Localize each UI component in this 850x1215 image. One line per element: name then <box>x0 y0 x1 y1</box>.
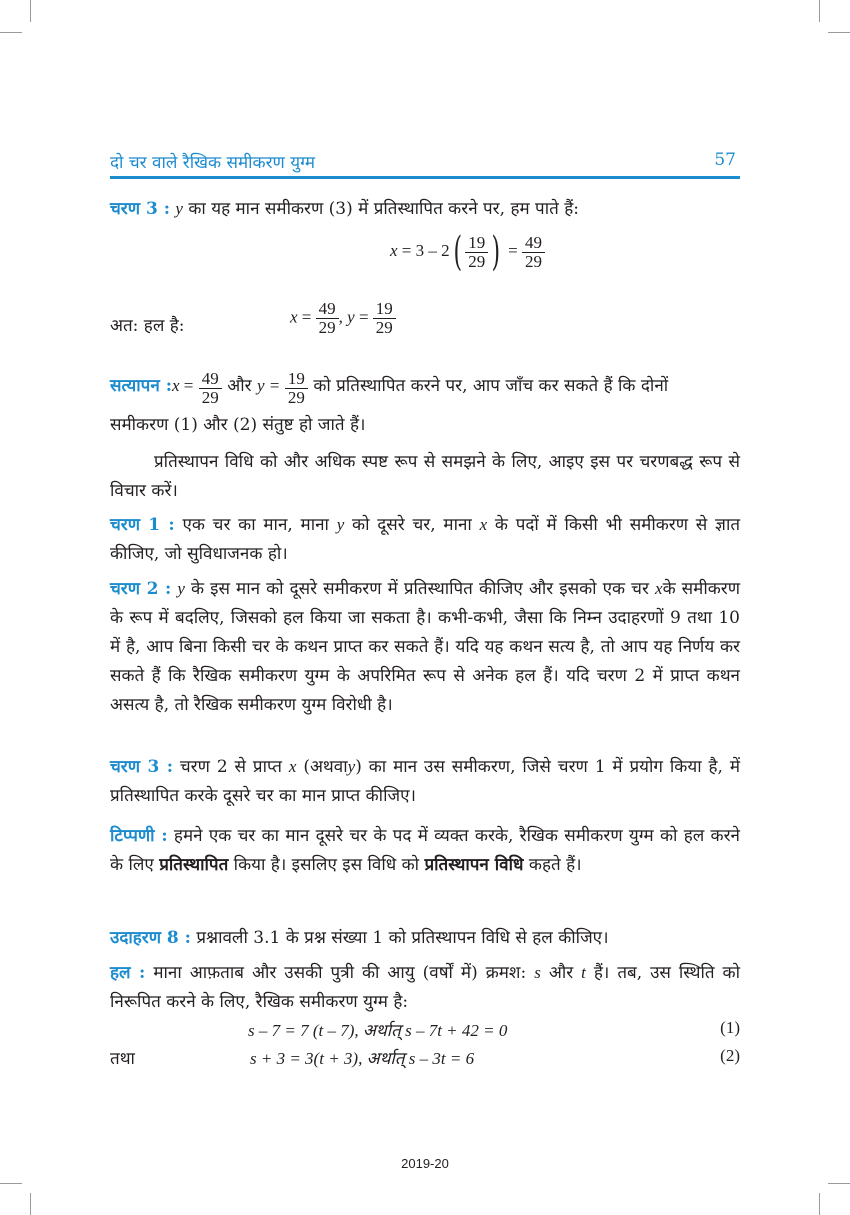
step-label: चरण 3 : <box>110 757 173 777</box>
denominator: 29 <box>287 387 305 407</box>
verify-line2: समीकरण (1) और (2) संतुष्ट हो जाते हैं। <box>110 415 366 435</box>
equation-x-value <box>390 229 545 275</box>
hal-paragraph <box>110 958 740 1017</box>
math-text: = <box>183 375 194 395</box>
example-paragraph <box>110 924 740 953</box>
fraction <box>199 370 222 407</box>
math-text: = <box>508 240 518 260</box>
equation-number: (1) <box>720 1018 740 1037</box>
math-var: x <box>290 307 298 327</box>
step-label: चरण 2 : <box>110 579 172 599</box>
math-text: , <box>338 307 348 327</box>
solution-label: अत: हल है: <box>110 316 185 336</box>
equation-2-prefix: तथा <box>110 1049 135 1069</box>
step-label: चरण 3 : <box>110 199 170 219</box>
body-text: किया है। इसलिए इस विधि को <box>233 855 420 875</box>
step-label: चरण 1 : <box>110 515 175 535</box>
footer-year: 2019-20 <box>401 1156 449 1171</box>
numerator: 19 <box>285 370 308 389</box>
step2-paragraph <box>110 574 740 720</box>
body-text: का यह मान समीकरण (3) में प्रतिस्थापित करने पर, हम पाते हैं: <box>188 199 579 219</box>
left-paren: ( <box>453 229 462 275</box>
crop-mark <box>30 1193 31 1215</box>
equation-number: (2) <box>720 1046 740 1065</box>
math-var: t <box>581 963 586 982</box>
denominator: 29 <box>524 251 542 271</box>
body-text: कहते हैं। <box>528 855 582 875</box>
body-text: (अथवा <box>303 757 348 777</box>
body-text: और <box>227 375 252 396</box>
note-label: टिप्पणी : <box>110 826 168 846</box>
numerator: 49 <box>316 300 339 319</box>
math-var: x <box>288 757 297 776</box>
math-var: x <box>390 240 398 260</box>
math-var: y <box>175 199 183 218</box>
equation-1 <box>248 1018 507 1041</box>
body-text: चरण 2 से प्राप्त <box>179 757 282 777</box>
crop-mark <box>0 1183 22 1184</box>
body-text: हमने एक चर का मान दूसरे चर के पद में व्यक्त करके, रैखिक समीकरण युग्म को हल करने के लिए <box>110 826 740 875</box>
chapter-title: दो चर वाले रैखिक समीकरण युग्म <box>110 153 316 173</box>
math-var: x <box>171 375 180 395</box>
denominator: 29 <box>468 251 486 271</box>
fraction <box>316 300 339 337</box>
bold-term: प्रतिस्थापित <box>159 855 229 875</box>
equation-text: s + 3 = 3(t + 3), अर्थात् s – 3t = 6 <box>250 1049 475 1068</box>
crop-mark <box>819 0 820 22</box>
math-text: = <box>269 375 280 395</box>
body-text: एक चर का मान, माना <box>182 515 329 535</box>
numerator: 49 <box>199 370 222 389</box>
fraction <box>373 300 396 337</box>
verify-label: सत्यापन : <box>110 375 172 396</box>
fraction <box>465 234 488 271</box>
denominator: 29 <box>201 387 219 407</box>
numerator: 19 <box>373 300 396 319</box>
math-var: y <box>177 579 185 598</box>
bold-term: प्रतिस्थापन विधि <box>424 855 524 875</box>
step3-paragraph <box>110 194 740 224</box>
math-var: x <box>655 579 663 598</box>
body-text: के पदों में किसी भी समीकरण से ज्ञात कीजिए, जो सुविधाजनक हो। <box>110 515 741 564</box>
page-number: 57 <box>714 150 736 170</box>
crop-mark <box>828 1183 850 1184</box>
math-var: s <box>534 963 541 982</box>
body-text: प्रश्नावली 3.1 के प्रश्न संख्या 1 को प्रतिस्थापन विधि से हल कीजिए। <box>196 928 609 948</box>
crop-mark <box>828 32 850 33</box>
running-header <box>110 150 740 178</box>
math-var: y <box>347 757 356 776</box>
fraction <box>285 370 308 407</box>
body-text: और <box>548 963 574 983</box>
equation-text: s – 7 = 7 (t – 7), अर्थात् s – 7t + 42 = 0 <box>248 1021 508 1040</box>
example-label: उदाहरण 8 : <box>110 928 191 948</box>
body-text: माना आफ़ताब और उसकी पुत्री की आयु (वर्षों में) क्रमश: <box>153 963 527 983</box>
right-paren: ) <box>491 229 501 275</box>
intro-paragraph: प्रतिस्थापन विधि को और अधिक स्पष्ट रूप से समझने के लिए, आइए इस पर चरणबद्ध रूप से विचार करें। <box>110 452 740 501</box>
numerator: 19 <box>465 234 488 253</box>
body-text: के समीकरण के रूप में बदलिए, जिसको हल किया जा सकता है। कभी-कभी, जैसा कि निम्न उदाहरणों 9 तथा 10 में है, आप बिना किसी चर के कथन प्राप्त कर सकते हैं। यदि यह कथन सत्य है, तो आप यह निर्णय कर सकते हैं कि रैखिक समीकरण युग्म के अपरिमित रूप से अनेक हल हैं। यदि चरण 2 में प्राप्त कथन असत्य है, तो रैखिक समीकरण युग्म विरोधी है। <box>110 579 741 715</box>
crop-mark <box>0 32 22 33</box>
math-var: y <box>347 307 355 327</box>
header-rule <box>110 176 740 179</box>
body-text: को दूसरे चर, माना <box>352 515 472 535</box>
numerator: 49 <box>522 234 545 253</box>
verify-line1 <box>110 370 668 407</box>
math-text: = 3 – 2 <box>401 240 450 260</box>
equation-2 <box>250 1046 474 1069</box>
solution-equation <box>290 300 396 337</box>
verification-paragraph <box>110 360 740 438</box>
denominator: 29 <box>375 317 393 337</box>
body-text: ) का मान उस समीकरण, जिसे चरण 1 में प्रयोग किया है, में प्रतिस्थापित करके दूसरे चर का मान प्राप्त कीजिए। <box>110 757 741 806</box>
step3b-paragraph <box>110 752 740 811</box>
step1-paragraph <box>110 510 740 569</box>
body-text: को प्रतिस्थापित करने पर, आप जाँच कर सकते हैं कि दोनों <box>313 375 669 396</box>
crop-mark <box>30 0 31 22</box>
note-paragraph <box>110 822 740 880</box>
denominator: 29 <box>318 317 336 337</box>
math-text: = <box>301 307 312 327</box>
math-var: y <box>256 375 265 395</box>
math-var: y <box>336 515 345 534</box>
math-text: = <box>358 307 369 327</box>
math-var: x <box>479 515 488 534</box>
fraction <box>522 234 545 271</box>
body-text: हैं। तब, उस स्थिति को निरूपित करने के लिए, रैखिक समीकरण युग्म है: <box>110 963 740 1012</box>
hal-label: हल : <box>110 963 146 983</box>
body-text: के इस मान को दूसरे समीकरण में प्रतिस्थापित कीजिए और इसको एक चर <box>191 579 649 599</box>
crop-mark <box>819 1193 820 1215</box>
